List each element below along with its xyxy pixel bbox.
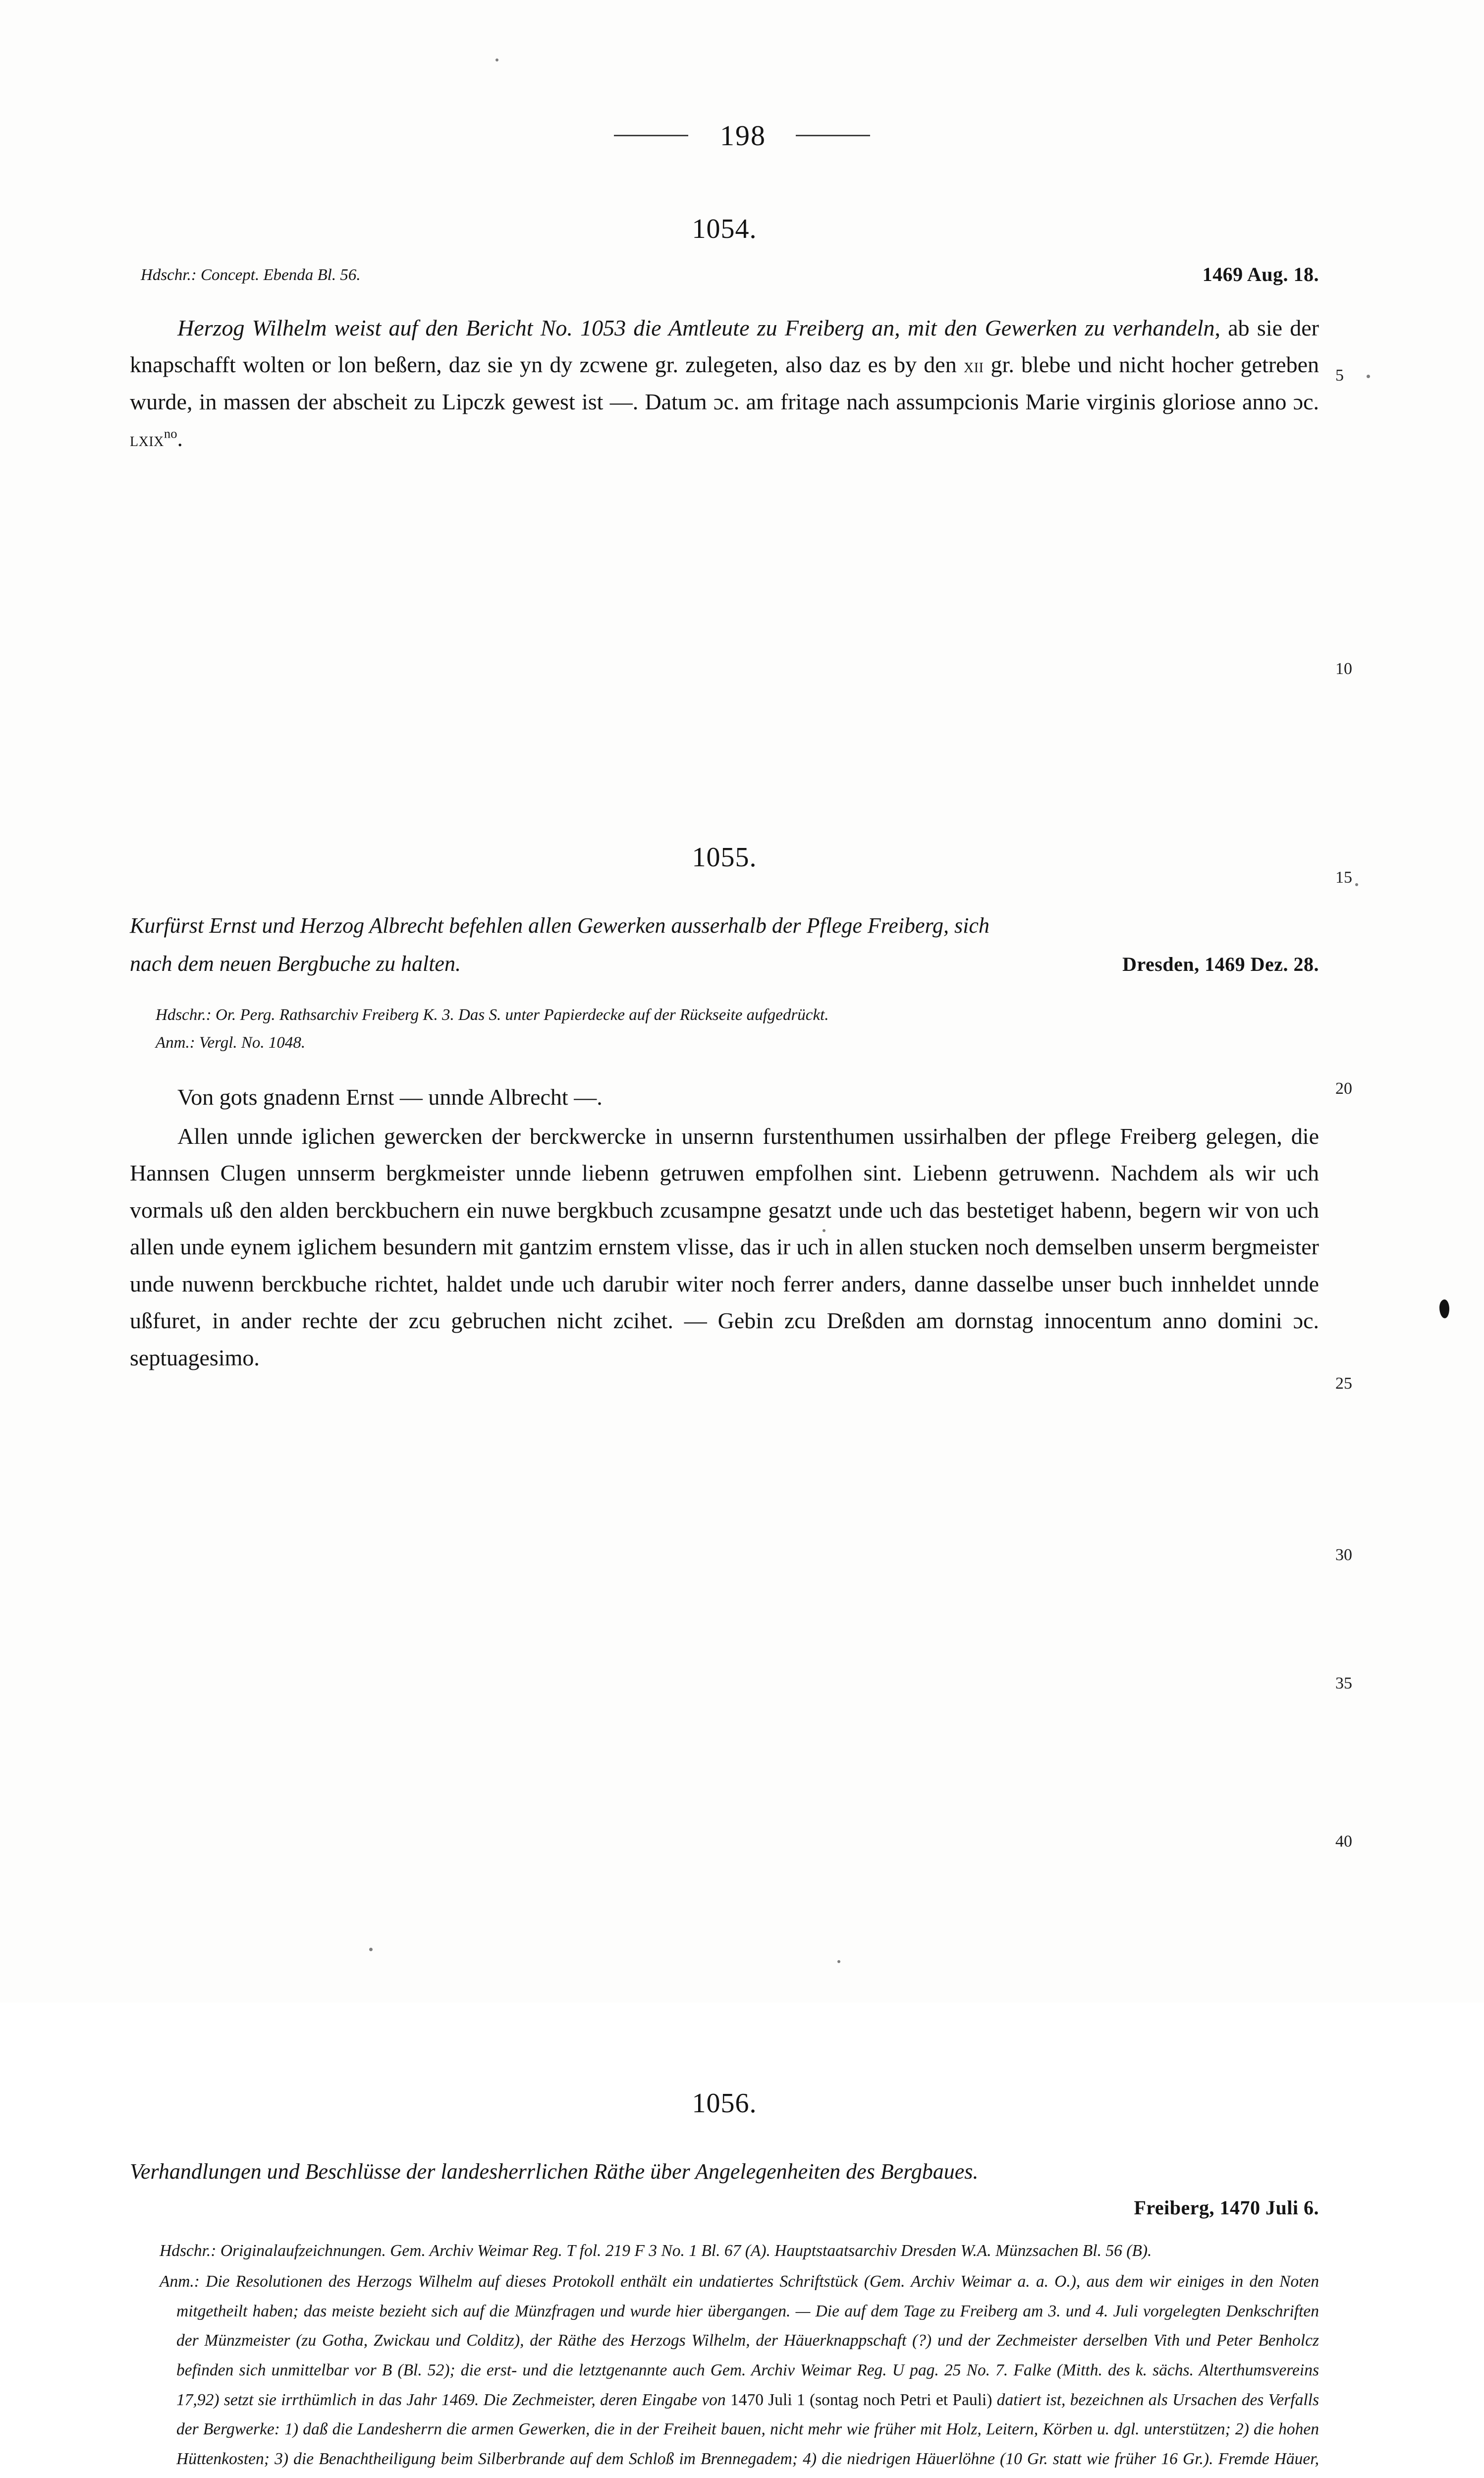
line-number: 5: [1335, 366, 1344, 385]
regest-1055-line-1: Kurfürst Ernst und Herzog Albrecht befehlen allen Gewerken ausserhalb der Pflege Freiberg, sich: [130, 913, 989, 938]
entry-body-paragraph: Von gots gnadenn Ernst — unnde Albrecht —.: [177, 1084, 603, 1110]
scan-speck-artifact: [495, 58, 498, 61]
annotation-head: Anm.: Die Resolutionen des Herzogs Wilhelm auf dieses Protokoll enthält ein undatiertes Schriftstück (Gem. Archiv Weimar a. a. O.), aus dem wir einiges in den Noten mitgetheilt haben; das meiste bezieht sich auf die Münzfragen und wurde hier übergangen. — Die auf dem Tage zu Freiberg am 3. und 4. Juli vorgelegten Denkschriften der Münzmeister (zu Gotha, Zwickau und Colditz), der Räthe des Herzogs Wilhelm, der Häuerknappschaft (?) und der Zechmeister derselben Vith und Peter Benholcz befinden sich unmittelbar vor B (Bl. 52); die erst- und die letztgenannte auch Gem. Archiv Weimar Reg. U pag. 25 No. 7. Falke (Mitth. des k. sächs. Alterthumsvereins 17,92) setzt sie irrthümlich in das Jahr 1469. Die Zechmeister, deren Eingabe von: [160, 2272, 1319, 2409]
regest-1054: Herzog Wilhelm weist auf den Bericht No. 1053 die Amtleute zu Freiberg an, mit den Gewerken zu verhandeln: [177, 315, 1215, 340]
dateline-1054: 1469 Aug. 18.: [1202, 263, 1319, 285]
line-number: 15: [1335, 868, 1352, 887]
scan-speck-artifact: [823, 1229, 825, 1232]
entry-1055: [130, 842, 1319, 1377]
line-number: 25: [1335, 1374, 1352, 1393]
scan-speck-artifact: [1355, 883, 1358, 886]
dateline-1056: Freiberg, 1470 Juli 6.: [1134, 2196, 1319, 2219]
source-note-1055-anm: Anm.: Vergl. No. 1048.: [156, 1033, 306, 1052]
line-number: 10: [1335, 660, 1352, 678]
body-mid-1054: gr. blebe und nicht hocher getreben wurde, in massen der abscheit zu Lipczk gewest ist —. Datum ɔc. am fritage nach assumpcionis Marie virginis gloriose anno ɔc.: [130, 352, 1319, 414]
annotation-tail: datiert ist, bezeichnen als Ursachen des Verfalls der Bergwerke: 1) daß die Landesherrn die armen Gewerken, die in der Freiheit bauen, nicht mehr wie früher mit Holz, Leitern, Körben u. dgl. unterstützen; 2) die hohen Hüttenkosten; 3) die Benachtheiligung beim Silberbrande auf dem Schloß im Brennegadem; 4) die niedrigen Häuerlöhne (10 Gr. statt wie früher 16 Gr.). Fremde Häuer,: [176, 2390, 1319, 2468]
entry-number-1055: 1055.: [692, 842, 757, 873]
annotation-date-upright: 1470 Juli 1 (sontag noch Petri et Pauli): [730, 2390, 992, 2409]
source-note-1054: Hdschr.: Concept. Ebenda Bl. 56.: [141, 266, 361, 284]
source-note-1055-hdschr: Hdschr.: Or. Perg. Rathsarchiv Freiberg K. 3. Das S. unter Papierdecke auf der Rückseite aufgedrückt.: [156, 1006, 829, 1024]
entry-1056: [130, 2087, 1319, 2478]
ink-blot-artifact: [1439, 1299, 1449, 1318]
apparatus-1056: [160, 2236, 1319, 2478]
body-tail-1054: .: [177, 426, 183, 451]
source-note-1056: Hdschr.: Originalaufzeichnungen. Gem. Archiv Weimar Reg. T fol. 219 F 3 No. 1 Bl. 67 (A). Hauptstaatsarchiv Dresden W.A. Münzsachen Bl. 56 (B).: [160, 2242, 1152, 2260]
scan-speck-artifact: [1367, 375, 1370, 378]
regest-1055-line-2-row: [130, 946, 1319, 981]
entry-body-1054: [130, 310, 1319, 457]
body-head-1054: , ab sie der knapschafft wolten or lon beßern, daz sie yn dy zcwene gr. zulegeten, also daz es by den: [130, 315, 1319, 378]
scan-speck-artifact: [837, 1960, 840, 1963]
line-number: 35: [1335, 1674, 1352, 1692]
entry-body-paragraph: [130, 310, 1319, 457]
scan-speck-artifact: [369, 1948, 373, 1951]
entry-number-1056: 1056.: [692, 2088, 757, 2119]
entry-body-1055: [130, 1079, 1319, 1376]
entry-body-paragraph: Allen unnde iglichen gewercken der berckwercke in unsernn furstenthumen ussirhalben der pflege Freiberg gelegen, die Hannsen Clugen unnserm bergkmeister unnde liebenn getruwen empfolhen sint. Liebenn getruwenn. Nachdem als wir uch vormals uß den alden berckbuchern ein nuwe bergkbuch zcusampne gesatzt unde uch das bestetiget habenn, begern wir von uch allen unde eynem iglichem besundern mit gantzim ernstem vlisse, das ir uch in allen stucken noch demselben unserm bergmeister unde nuwenn berckbuche richtet, haldet unde uch darubir witer noch ferrer anders, danne dasselbe unser buch innheldet unnde ußfuret, in ander rechte der zcu gebruchen nicht zcihet. — Gebin zcu Dreßden am dornstag innocentum anno domini ɔc. septuagesimo.: [130, 1123, 1319, 1370]
line-number: 30: [1335, 1546, 1352, 1564]
line-number: 20: [1335, 1079, 1352, 1098]
page-number: 198: [720, 119, 766, 152]
roman-numeral-xii: xii: [963, 355, 984, 377]
header-rule-left: [614, 135, 688, 136]
line-number: 40: [1335, 1832, 1352, 1851]
entry-1054: [130, 213, 1319, 457]
roman-numeral-lxix: lxix: [130, 429, 164, 451]
entry-number-1054: 1054.: [692, 214, 757, 244]
superscript-no: no: [164, 426, 177, 441]
running-head: [0, 119, 1484, 152]
dateline-1055: Dresden, 1469 Dez. 28.: [1122, 953, 1319, 975]
header-rule-right: [796, 135, 870, 136]
regest-1056: Verhandlungen und Beschlüsse der landesherrlichen Räthe über Angelegenheiten des Bergbaues.: [130, 2159, 979, 2184]
annotation-1056: [160, 2267, 1319, 2478]
regest-1055-line-2: nach dem neuen Bergbuche zu halten.: [130, 951, 461, 976]
